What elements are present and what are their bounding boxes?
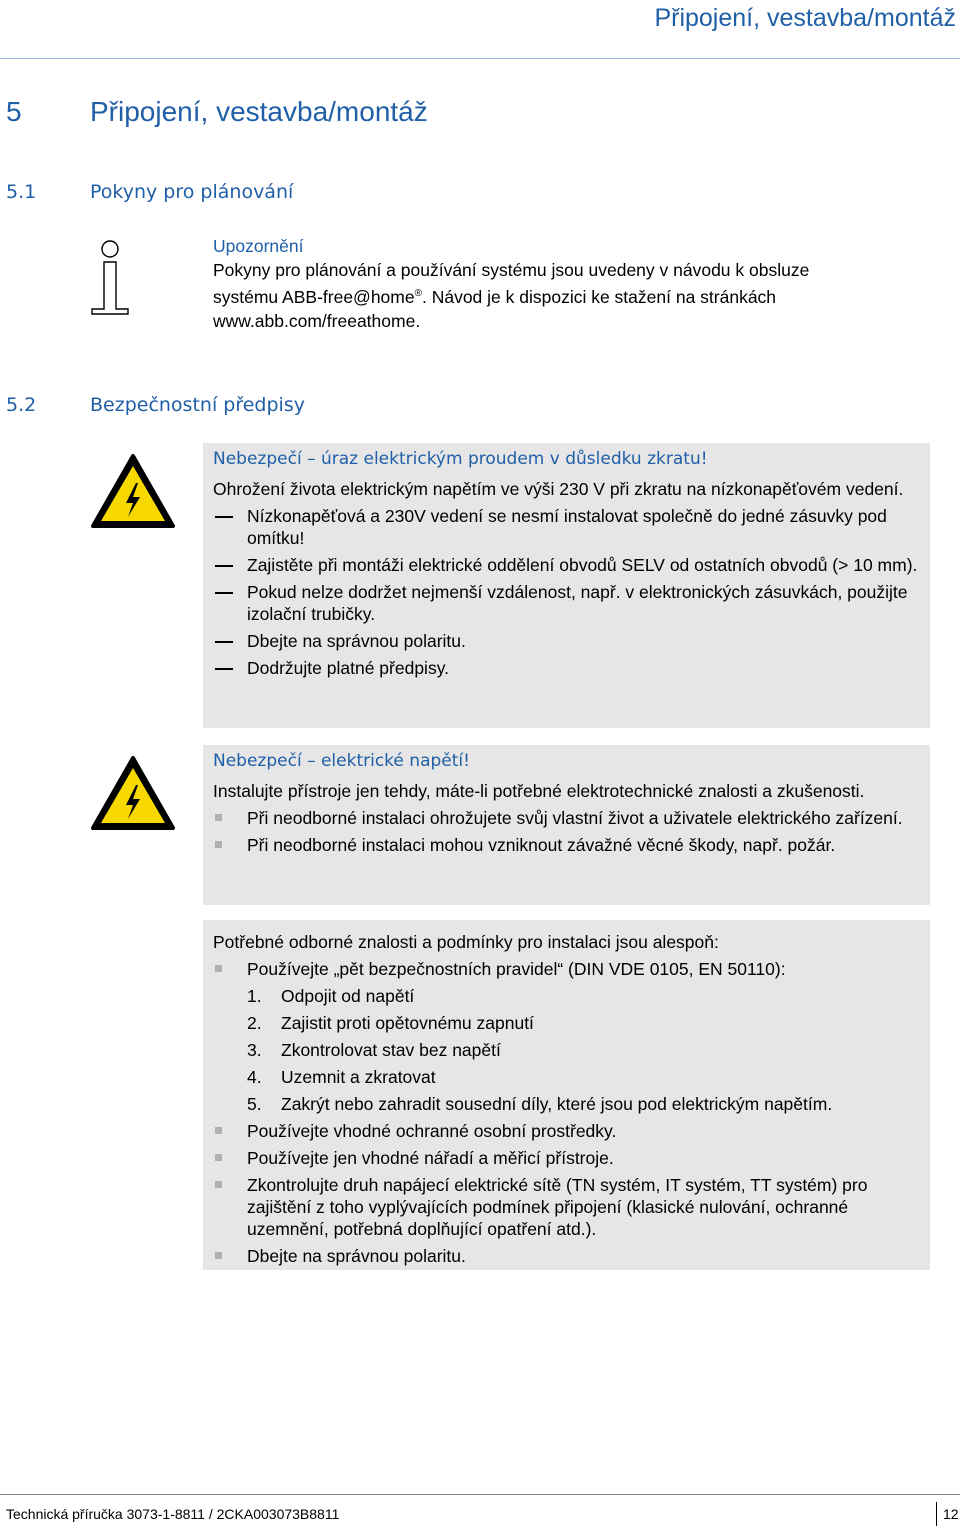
rule-text: Uzemnit a zkratovat bbox=[281, 1067, 436, 1087]
note-text-line2b: . Návod je k dispozici ke stažení na stránkách bbox=[421, 286, 777, 307]
subsection-number: 5.2 bbox=[6, 394, 37, 416]
requirements-box bbox=[203, 920, 930, 1270]
running-header-title: Připojení, vestavba/montáž bbox=[654, 4, 956, 32]
list-item-text: Při neodborné instalaci ohrožujete svůj vlastní život a uživatele elektrického zařízení. bbox=[247, 808, 903, 828]
footer-separator bbox=[936, 1502, 937, 1526]
square-bullet bbox=[215, 1154, 222, 1161]
warning-intro: Instalujte přístroje jen tehdy, máte-li potřebné elektrotechnické znalosti a zkušenosti. bbox=[213, 781, 865, 801]
list-item-text: Používejte vhodné ochranné osobní prostředky. bbox=[247, 1121, 617, 1141]
rule-text: Zajistit proti opětovnému zapnutí bbox=[281, 1013, 534, 1033]
list-item bbox=[213, 657, 924, 679]
list-item bbox=[213, 1174, 924, 1240]
dash-bullet bbox=[215, 668, 233, 670]
list-item bbox=[213, 1245, 924, 1267]
list-item bbox=[213, 505, 924, 549]
list-item bbox=[213, 807, 924, 829]
requirements-intro: Potřebné odborné znalosti a podmínky pro instalaci jsou alespoň: bbox=[213, 932, 719, 952]
dash-bullet bbox=[215, 516, 233, 518]
footer-divider bbox=[0, 1494, 960, 1495]
numbered-rule bbox=[213, 1039, 924, 1061]
warning-box-short-circuit bbox=[203, 443, 930, 728]
dash-bullet bbox=[215, 565, 233, 567]
list-item-text: Používejte „pět bezpečnostních pravidel“ (DIN VDE 0105, EN 50110): bbox=[247, 959, 786, 979]
subsection-title: Pokyny pro plánování bbox=[90, 181, 294, 203]
section-title: Připojení, vestavba/montáž bbox=[90, 96, 428, 127]
rule-number: 2. bbox=[247, 1013, 262, 1033]
square-bullet bbox=[215, 1127, 222, 1134]
subsection-heading-safety bbox=[6, 394, 305, 416]
list-item bbox=[213, 834, 924, 856]
note-title: Upozornění bbox=[213, 236, 304, 256]
numbered-rule bbox=[213, 1093, 924, 1115]
subsection-number: 5.1 bbox=[6, 181, 37, 203]
info-icon bbox=[90, 240, 130, 316]
warning-intro: Ohrožení života elektrickým napětím ve výši 230 V při zkratu na nízkonapěťovém vedení. bbox=[213, 479, 904, 499]
list-item bbox=[213, 630, 924, 652]
list-item bbox=[213, 554, 924, 576]
numbered-rule bbox=[213, 1066, 924, 1088]
section-number: 5 bbox=[6, 96, 22, 127]
header-divider bbox=[0, 58, 960, 59]
note-text-line3: www.abb.com/freeathome. bbox=[213, 310, 421, 331]
high-voltage-warning-icon bbox=[90, 453, 176, 529]
list-item-text: Zkontrolujte druh napájecí elektrické sítě (TN systém, IT systém, TT systém) pro zajištění z toho vyplývajících podmínek připojení (klasické nulování, ochranné uzemnění, potřebná doplňující opatření atd.). bbox=[247, 1175, 868, 1239]
rule-text: Zkontrolovat stav bez napětí bbox=[281, 1040, 501, 1060]
section-heading bbox=[6, 96, 428, 128]
note-text-line2 bbox=[213, 282, 933, 309]
dash-bullet bbox=[215, 592, 233, 594]
numbered-rule bbox=[213, 985, 924, 1007]
rule-number: 5. bbox=[247, 1094, 262, 1114]
note-text-line2a: systému ABB-free@home bbox=[213, 286, 415, 307]
warning-box-voltage bbox=[203, 745, 930, 905]
high-voltage-warning-icon bbox=[90, 755, 176, 831]
subsection-title: Bezpečnostní předpisy bbox=[90, 394, 305, 416]
rule-text: Zakrýt nebo zahradit sousední díly, které jsou pod elektrickým napětím. bbox=[281, 1094, 833, 1114]
rule-number: 3. bbox=[247, 1040, 262, 1060]
rule-number: 4. bbox=[247, 1067, 262, 1087]
dash-bullet bbox=[215, 641, 233, 643]
list-item bbox=[213, 958, 924, 980]
list-item-text: Dbejte na správnou polaritu. bbox=[247, 1246, 466, 1266]
list-item-text: Dodržujte platné předpisy. bbox=[247, 658, 450, 678]
rule-number: 1. bbox=[247, 986, 262, 1006]
list-item-text: Zajistěte při montáži elektrické oddělení obvodů SELV od ostatních obvodů (> 10 mm). bbox=[247, 555, 918, 575]
square-bullet bbox=[215, 814, 222, 821]
list-item-text: Dbejte na správnou polaritu. bbox=[247, 631, 466, 651]
warning-title: Nebezpečí – elektrické napětí! bbox=[213, 751, 470, 771]
warning-title: Nebezpečí – úraz elektrickým proudem v důsledku zkratu! bbox=[213, 449, 708, 469]
list-item-text: Nízkonapěťová a 230V vedení se nesmí instalovat společně do jedné zásuvky pod omítku! bbox=[247, 506, 887, 548]
list-item-text: Používejte jen vhodné nářadí a měřicí přístroje. bbox=[247, 1148, 614, 1168]
square-bullet bbox=[215, 1181, 222, 1188]
square-bullet bbox=[215, 1252, 222, 1259]
square-bullet bbox=[215, 965, 222, 972]
list-item-text: Pokud nelze dodržet nejmenší vzdálenost, např. v elektronických zásuvkách, použijte izolační trubičky. bbox=[247, 582, 908, 624]
list-item bbox=[213, 581, 924, 625]
numbered-rule bbox=[213, 1012, 924, 1034]
note-block bbox=[213, 234, 933, 333]
list-item bbox=[213, 1120, 924, 1142]
page-number: 12 bbox=[943, 1506, 959, 1522]
list-item bbox=[213, 1147, 924, 1169]
square-bullet bbox=[215, 841, 222, 848]
list-item-text: Při neodborné instalaci mohou vzniknout závažné věcné škody, např. požár. bbox=[247, 835, 836, 855]
footer-document-id: Technická příručka 3073-1-8811 / 2CKA003073B8811 bbox=[6, 1506, 340, 1522]
subsection-heading-planning bbox=[6, 181, 293, 203]
rule-text: Odpojit od napětí bbox=[281, 986, 415, 1006]
note-text-line1: Pokyny pro plánování a používání systému jsou uvedeny v návodu k obsluze bbox=[213, 260, 810, 280]
registered-mark: ® bbox=[414, 288, 422, 299]
